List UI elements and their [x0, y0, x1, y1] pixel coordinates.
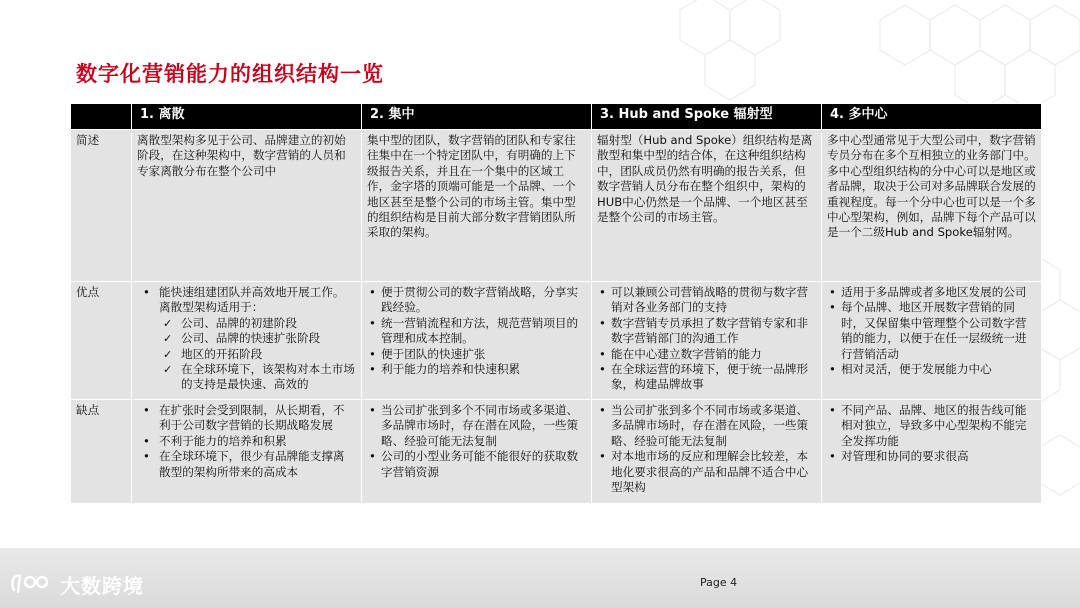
list-item: • 公司的小型业务可能不能很好的获取数字营销资源 [367, 449, 586, 480]
table-cell [592, 282, 822, 400]
list-item: • 当公司扩张到多个不同市场或多渠道、多品牌市场时，存在潜在风险，一些策略、经验可能无法复制 [367, 403, 586, 449]
row-label: 优点 [71, 282, 132, 400]
table-cell [132, 400, 362, 504]
table-cell [822, 400, 1042, 504]
list-item: • 利于能力的培养和快速积累 [367, 362, 586, 377]
list-item: • 便于团队的快速扩张 [367, 347, 586, 362]
table-row-description [71, 130, 1042, 282]
list-item: • 适用于多品牌或者多地区发展的公司 [827, 285, 1036, 300]
list-item: • 在扩张时会受到限制，从长期看，不利于公司数字营销的长期战略发展 [137, 403, 356, 434]
table-header-row [71, 104, 1042, 130]
brand-logo [8, 568, 144, 600]
list-item: • 在全球运营的环境下，便于统一品牌形象，构建品牌故事 [597, 362, 816, 393]
column-header: 2. 集中 [362, 104, 592, 130]
table-cell [592, 400, 822, 504]
bullet-list [827, 403, 1036, 465]
table-cell [822, 282, 1042, 400]
list-item: • 每个品牌、地区开展数字营销的同时，又保留集中管理整个公司数字营销的能力，以便于在任一层级统一进行营销活动 [827, 300, 1036, 362]
bullet-list [367, 403, 586, 480]
list-item: • 不利于能力的培养和积累 [137, 434, 356, 449]
table-cell [362, 400, 592, 504]
hexagon-pattern-decoration [660, 0, 1080, 120]
list-item: ✓ 在全球环境下，该架构对本土市场的支持是最快速、高效的 [159, 362, 356, 393]
comparison-table [70, 103, 1042, 504]
list-item: • 能在中心建立数字营销的能力 [597, 347, 816, 362]
list-item: ✓ 公司、品牌的快速扩张阶段 [159, 331, 356, 346]
column-header: 1. 离散 [132, 104, 362, 130]
column-header: 3. Hub and Spoke 辐射型 [592, 104, 822, 130]
list-item: • 相对灵活，便于发展能力中心 [827, 362, 1036, 377]
bullet-list [827, 285, 1036, 377]
row-label: 简述 [71, 130, 132, 282]
bullet-list [597, 403, 816, 495]
list-item: • 不同产品、品牌、地区的报告线可能相对独立，导致多中心型架构不能完全发挥功能 [827, 403, 1036, 449]
table-cell: 辐射型（Hub and Spoke）组织结构是离散型和集中型的结合体，在这种组织结构中，团队成员仍然有明确的报告关系，但数字营销人员分布在整个组织中，架构的HUB中心仍然是一个品牌、一个地区甚至是整个公司的市场主管。 [592, 130, 822, 282]
list-item: • 数字营销专员承担了数字营销专家和非数字营销部门的沟通工作 [597, 316, 816, 347]
footer-band [0, 548, 1080, 608]
header-corner [71, 104, 132, 130]
column-header: 4. 多中心 [822, 104, 1042, 130]
table-cell: 多中心型通常见于大型公司中，数字营销专员分布在多个互相独立的业务部门中。多中心型组织结构的分中心可以是地区或者品牌，取决于公司对多品牌联合发展的重视程度。每一个分中心也可以是一个多中心型架构，例如，品牌下每个产品可以是一个二级Hub and Spoke辐射网。 [822, 130, 1042, 282]
list-item: ✓ 地区的开拓阶段 [159, 347, 356, 362]
table-cell [132, 282, 362, 400]
page-number: Page 4 [700, 576, 738, 589]
table-row-disadvantages [71, 400, 1042, 504]
bullet-list [137, 285, 356, 393]
list-item: • 对管理和协同的要求很高 [827, 449, 1036, 464]
table-cell: 离散型架构多见于公司、品牌建立的初始阶段，在这种架构中，数字营销的人员和专家离散分布在整个公司中 [132, 130, 362, 282]
table-cell: 集中型的团队，数字营销的团队和专家往往集中在一个特定团队中，有明确的上下级报告关系，并且在一个集中的区域工作，金字塔的顶端可能是一个品牌、一个地区甚至是整个公司的市场主管。集中型的组织结构是目前大部分数字营销团队所采取的架构。 [362, 130, 592, 282]
list-item: • 可以兼顾公司营销战略的贯彻与数字营销对各业务部门的支持 [597, 285, 816, 316]
list-item: • 对本地市场的反应和理解会比较差，本地化要求很高的产品和品牌不适合中心型架构 [597, 449, 816, 495]
row-label: 缺点 [71, 400, 132, 504]
table-row-advantages [71, 282, 1042, 400]
brand-name: 大数跨境 [60, 573, 144, 598]
list-item: ✓ 公司、品牌的初建阶段 [159, 316, 356, 331]
list-item: • 在全球环境下，很少有品牌能支撑离散型的架构所带来的高成本 [137, 449, 356, 480]
table-cell [362, 282, 592, 400]
brand-mark-icon [8, 568, 54, 600]
list-item-text: 能快速组建团队并高效地开展工作。离散型架构适用于： [159, 285, 345, 315]
bullet-list [367, 285, 586, 377]
checkmark-list [159, 316, 356, 393]
bullet-list [597, 285, 816, 393]
list-item [137, 285, 356, 393]
list-item: • 便于贯彻公司的数字营销战略，分享实践经验。 [367, 285, 586, 316]
bullet-list [137, 403, 356, 480]
list-item: • 当公司扩张到多个不同市场或多渠道、多品牌市场时，存在潜在风险，一些策略、经验可能无法复制 [597, 403, 816, 449]
page-title: 数字化营销能力的组织结构一览 [76, 62, 384, 86]
list-item: • 统一营销流程和方法，规范营销项目的管理和成本控制。 [367, 316, 586, 347]
